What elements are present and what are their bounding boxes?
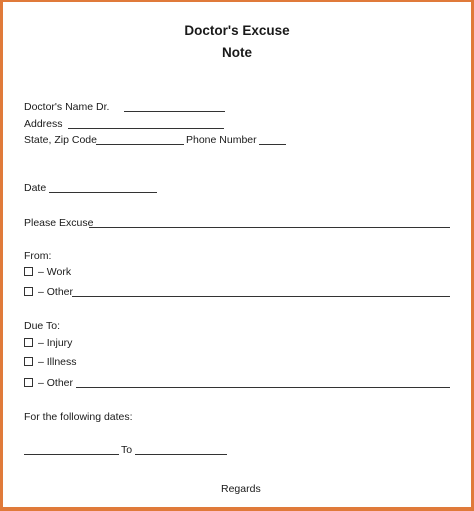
work-checkbox[interactable] <box>24 267 33 276</box>
address-label: Address <box>24 118 63 130</box>
injury-checkbox[interactable] <box>24 338 33 347</box>
from-other-field[interactable] <box>72 296 450 297</box>
please-excuse-field[interactable] <box>89 227 450 228</box>
phone-number-field[interactable] <box>259 144 286 145</box>
state-zip-label: State, Zip Code <box>24 134 97 146</box>
from-other-checkbox[interactable] <box>24 287 33 296</box>
from-option-other[interactable] <box>24 286 73 298</box>
following-dates-label: For the following dates: <box>24 411 133 423</box>
due-option-illness[interactable] <box>24 356 77 368</box>
due-option-injury[interactable] <box>24 337 72 349</box>
due-other-option-label: – Other <box>38 377 74 389</box>
start-date-field[interactable] <box>24 454 119 455</box>
date-label: Date <box>24 182 47 194</box>
injury-option-label: – Injury <box>38 337 73 349</box>
please-excuse-label: Please Excuse <box>24 217 94 229</box>
regards-label: Regards <box>221 483 261 495</box>
address-field[interactable] <box>68 128 224 129</box>
state-zip-field[interactable] <box>96 144 184 145</box>
doctor-name-label: Doctor's Name Dr. <box>24 101 110 113</box>
document-subtitle: Note <box>222 45 252 60</box>
work-option-label: – Work <box>38 266 72 278</box>
due-other-checkbox[interactable] <box>24 378 33 387</box>
doctor-name-field[interactable] <box>124 111 225 112</box>
illness-option-label: – Illness <box>38 356 77 368</box>
document-title: Doctor's Excuse <box>184 23 290 38</box>
due-other-field[interactable] <box>76 387 450 388</box>
phone-number-label: Phone Number <box>186 134 257 146</box>
illness-checkbox[interactable] <box>24 357 33 366</box>
to-label: To <box>121 444 133 456</box>
due-option-other[interactable] <box>24 377 73 389</box>
due-to-label: Due To: <box>24 320 60 332</box>
from-other-option-label: – Other <box>38 286 74 298</box>
date-field[interactable] <box>49 192 157 193</box>
from-option-work[interactable] <box>24 266 71 278</box>
from-label: From: <box>24 250 52 262</box>
end-date-field[interactable] <box>135 454 227 455</box>
